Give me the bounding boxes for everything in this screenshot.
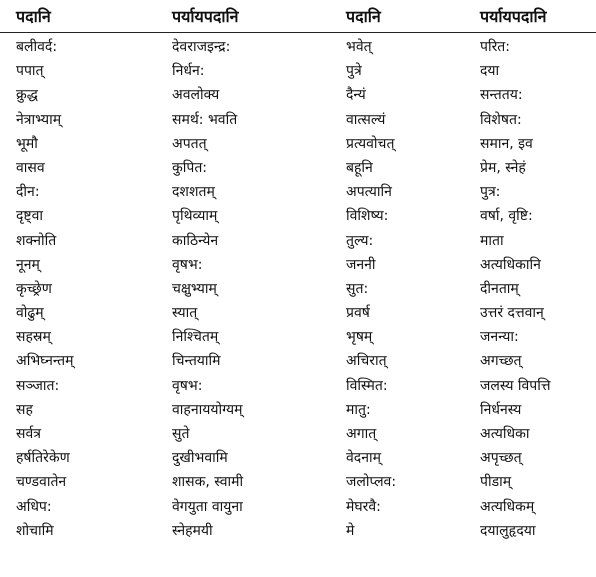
table-row bbox=[0, 350, 596, 374]
word-cell: हर्षतिरेकेण bbox=[16, 450, 70, 467]
synonym-cell: स्यात् bbox=[172, 305, 198, 322]
table-row bbox=[0, 133, 596, 157]
word-cell: सञ्जात: bbox=[16, 377, 60, 394]
word-cell: वोढुम् bbox=[16, 305, 44, 322]
word-cell-2: मेघरवै: bbox=[346, 498, 381, 515]
word-cell-2: भृषम् bbox=[346, 329, 373, 346]
synonym-cell-2: जलस्य विपत्ति bbox=[480, 377, 551, 394]
word-cell-2: विशिष्य: bbox=[346, 208, 389, 225]
word-cell: नूनम् bbox=[16, 256, 40, 273]
word-cell-2: पुत्रे bbox=[346, 63, 362, 80]
word-cell-2: प्रवर्ष bbox=[346, 305, 370, 322]
word-cell: क्रुद्ध bbox=[16, 87, 38, 104]
synonym-cell-2: वर्षा, वृष्टि: bbox=[480, 208, 533, 225]
table-row bbox=[0, 60, 596, 84]
synonym-cell-2: अत्यधिका bbox=[480, 426, 530, 442]
synonym-cell-2: परित: bbox=[480, 39, 511, 55]
synonym-cell: सुते bbox=[172, 426, 190, 442]
synonym-cell-2: समान, इव bbox=[480, 135, 533, 152]
synonym-cell-2: अपृच्छत् bbox=[480, 450, 522, 467]
synonym-cell-2: प्रेम, स्नेहं bbox=[480, 159, 526, 176]
synonym-cell-2: अत्यधिकानि bbox=[480, 256, 541, 273]
table-row bbox=[0, 496, 596, 520]
header-words-2: पदानि bbox=[346, 7, 381, 26]
word-cell: अधिप: bbox=[16, 498, 52, 515]
synonym-cell-2: विशेषत: bbox=[480, 111, 522, 128]
synonym-cell-2: माता bbox=[480, 232, 504, 249]
table-body bbox=[0, 36, 596, 544]
word-cell-2: प्रत्यवोचत् bbox=[346, 135, 395, 152]
synonym-cell-2: पुत्र: bbox=[480, 184, 501, 201]
word-cell-2: मातु: bbox=[346, 401, 371, 418]
synonym-cell-2: निर्धनस्य bbox=[480, 401, 522, 418]
word-cell-2: दैन्यं bbox=[346, 87, 366, 104]
table-row bbox=[0, 181, 596, 205]
word-cell-2: जलोप्लव: bbox=[346, 474, 397, 491]
word-cell-2: अगात् bbox=[346, 426, 377, 442]
synonym-cell-2: दया bbox=[480, 63, 500, 80]
synonym-cell: काठिन्येन bbox=[172, 232, 219, 249]
word-cell-2: सुत: bbox=[346, 280, 369, 297]
synonym-cell: वृषभ: bbox=[172, 377, 203, 394]
table-row bbox=[0, 447, 596, 471]
synonym-cell: कुपित: bbox=[172, 159, 208, 176]
word-cell: पपात् bbox=[16, 63, 44, 80]
synonym-cell-2: जनन्या: bbox=[480, 329, 519, 346]
header-synonyms-2: पर्यायपदानि bbox=[480, 7, 547, 26]
word-cell: वासव bbox=[16, 159, 45, 176]
synonym-cell: चिन्तयामि bbox=[172, 353, 221, 370]
word-cell: नेत्राभ्याम् bbox=[16, 111, 62, 128]
word-cell-2: वात्सल्यं bbox=[346, 111, 386, 128]
table-row bbox=[0, 302, 596, 326]
synonym-cell: वृषभ: bbox=[172, 256, 203, 273]
synonym-cell-2: उत्तरं दत्तवान् bbox=[480, 305, 544, 322]
table-row bbox=[0, 157, 596, 181]
word-cell: सर्वत्र bbox=[16, 426, 41, 442]
word-cell-2: बहूनि bbox=[346, 159, 373, 176]
word-cell: सहस्रम् bbox=[16, 329, 51, 346]
word-cell-2: तुल्य: bbox=[346, 232, 374, 249]
synonym-cell-2: दयालुहृदया bbox=[480, 522, 536, 539]
synonym-cell-2: सन्ततय: bbox=[480, 87, 523, 104]
synonym-cell: दुखीभवामि bbox=[172, 450, 228, 467]
header-synonyms: पर्यायपदानि bbox=[172, 7, 239, 26]
synonym-cell: निर्धन: bbox=[172, 63, 205, 80]
word-cell-2: वेदनाम् bbox=[346, 450, 381, 467]
synonym-cell-2: पीडाम् bbox=[480, 474, 512, 491]
table-row bbox=[0, 36, 596, 60]
word-cell: कृच्छ्रेण bbox=[16, 280, 52, 297]
synonym-cell: निश्चितम् bbox=[172, 329, 219, 346]
table-row bbox=[0, 109, 596, 133]
synonym-cell-2: अगच्छत् bbox=[480, 353, 522, 370]
word-cell: दीन: bbox=[16, 184, 40, 201]
synonym-cell: चक्षुभ्याम् bbox=[172, 280, 217, 297]
word-cell: चण्डवातेन bbox=[16, 474, 67, 491]
synonym-cell: अपतत् bbox=[172, 135, 207, 152]
word-cell: दृष्ट्वा bbox=[16, 208, 44, 225]
table-row bbox=[0, 326, 596, 350]
word-cell: शोचामि bbox=[16, 522, 54, 539]
synonym-cell: वेगयुता वायुना bbox=[172, 498, 243, 515]
word-cell-2: अपत्यानि bbox=[346, 184, 392, 201]
word-cell-2: अचिरात् bbox=[346, 353, 387, 370]
table-row bbox=[0, 205, 596, 229]
word-cell-2: भवेत् bbox=[346, 39, 372, 55]
table-row bbox=[0, 254, 596, 278]
table-row bbox=[0, 375, 596, 399]
table-row bbox=[0, 230, 596, 254]
table-row bbox=[0, 399, 596, 423]
synonym-cell-2: दीनताम् bbox=[480, 280, 519, 297]
word-cell: बलीवर्द: bbox=[16, 39, 58, 55]
synonym-cell: अवलोक्य bbox=[172, 87, 220, 104]
word-cell: भूमौ bbox=[16, 135, 38, 152]
synonym-cell: वाहनाययोग्यम् bbox=[172, 401, 243, 418]
word-cell-2: विस्मित: bbox=[346, 377, 388, 394]
word-cell-2: जननी bbox=[346, 256, 376, 273]
synonym-cell: दशशतम् bbox=[172, 184, 215, 201]
word-cell: अभिघ्नन्तम् bbox=[16, 353, 74, 370]
header-words: पदानि bbox=[16, 7, 51, 26]
table-row bbox=[0, 471, 596, 495]
table-row bbox=[0, 278, 596, 302]
table-header bbox=[0, 6, 596, 33]
synonym-cell-2: अत्यधिकम् bbox=[480, 498, 535, 515]
word-cell: शक्नोति bbox=[16, 232, 57, 249]
table-row bbox=[0, 423, 596, 447]
word-cell: सह bbox=[16, 401, 33, 418]
synonym-cell: समर्थ: भवति bbox=[172, 111, 238, 128]
table-row bbox=[0, 520, 596, 544]
word-cell-2: मे bbox=[346, 522, 355, 539]
table-row bbox=[0, 84, 596, 108]
synonym-cell: शासक, स्वामी bbox=[172, 474, 244, 491]
synonym-cell: स्नेहमयी bbox=[172, 522, 213, 539]
synonym-cell: पृथिव्याम् bbox=[172, 208, 218, 225]
synonym-cell: देवराजइन्द्र: bbox=[172, 39, 231, 55]
